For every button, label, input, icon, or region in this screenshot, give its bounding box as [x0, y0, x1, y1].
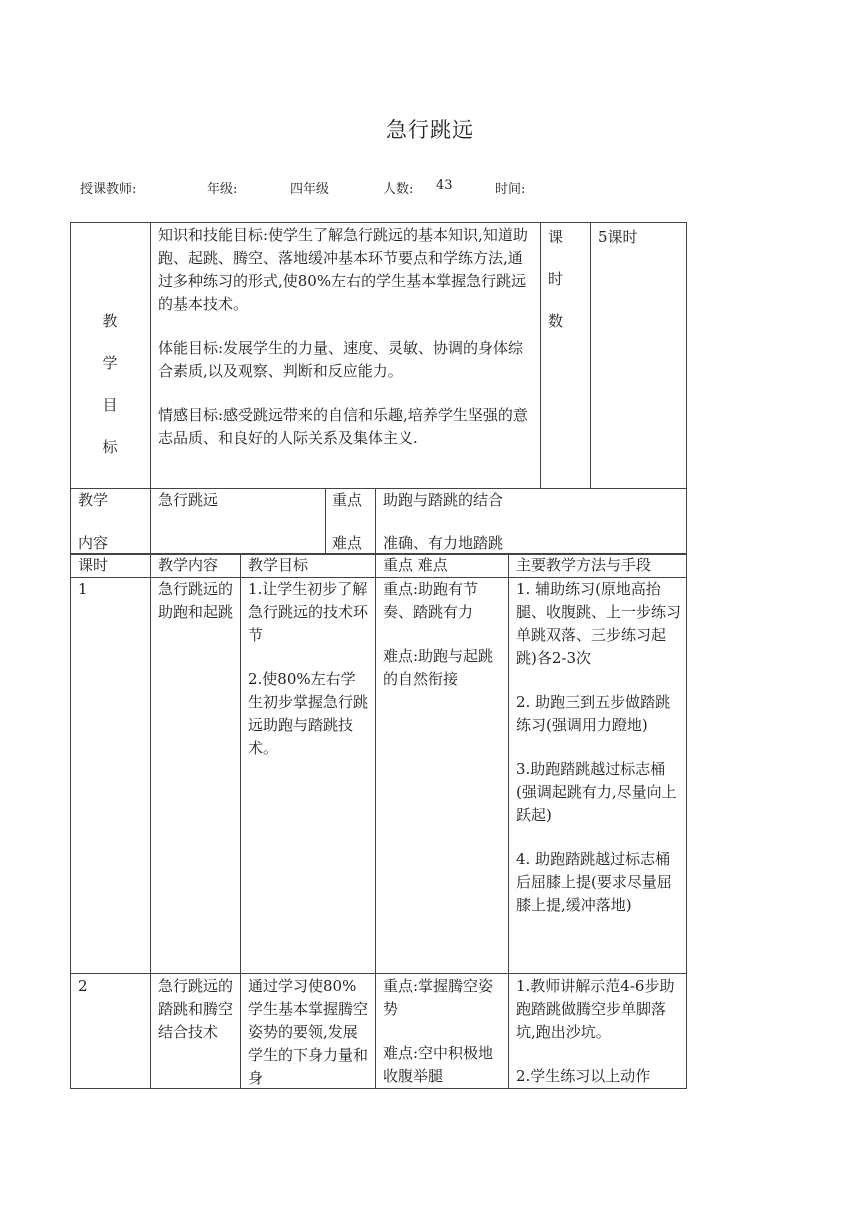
header-goal: 教学目标: [248, 556, 309, 574]
key-value: 助跑与踏跳的结合: [383, 491, 504, 509]
table-row-1-lesson: 1: [78, 580, 88, 598]
physical-objective: 体能目标:发展学生的力量、速度、灵敏、协调的身体综合素质,以及观察、判断和反应能力。: [158, 339, 524, 380]
header-key-difficulty: 重点 难点: [383, 556, 448, 574]
table-row-2-goal: 通过学习使80%学生基本掌握腾空姿势的要领,发展学生的下身力量和身: [248, 977, 369, 1087]
header-lesson: 课时: [78, 556, 109, 574]
table-row-2-content: 急行跳远的踏跳和腾空结合技术: [158, 977, 234, 1041]
count-value: 43: [436, 178, 453, 193]
difficulty-value: 准确、有力地踏跳: [383, 534, 504, 552]
header-content: 教学内容: [158, 556, 219, 574]
difficulty-label: 难点: [332, 534, 363, 552]
time-label: 时间:: [495, 182, 526, 197]
content-value: 急行跳远: [158, 491, 219, 509]
table-row-1-method: 1. 辅助练习(原地高抬腿、收腹跳、上一步练习单跳双落、三步练习起跳)各2-3次 2. 助跑三到五步做踏跳练习(强调用力蹬地) 3.助跑踏跳越过标志桶(强调起跳有力,尽量向上跃起) 4. 助跑踏跳越过标志桶后屈膝上提(要求尽量屈膝上提,缓冲落地): [516, 580, 682, 914]
grade-value: 四年级: [290, 182, 330, 197]
table-row-2-lesson: 2: [78, 977, 88, 995]
count-label: 人数:: [383, 182, 414, 197]
content-label-line1: 教学: [78, 491, 109, 509]
knowledge-objective: 知识和技能目标:使学生了解急行跳远的基本知识,知道助跑、起跳、腾空、落地缓冲基本环节要点和学练方法,通过多种练习的形式,使80%左右的学生基本掌握急行跳远的基本技术。: [158, 226, 528, 313]
table-row-1-key: 重点:助跑有节奏、踏跳有力 难点:助跑与起跳的自然衔接: [383, 580, 494, 688]
teacher-label: 授课教师:: [80, 182, 137, 197]
objectives-label: 教 学 目 标: [102, 312, 118, 456]
grade-label: 年级:: [207, 182, 238, 197]
objectives-text: [158, 224, 534, 450]
emotional-objective: 情感目标:感受跳远带来的自信和乐趣,培养学生坚强的意志品质、和良好的人际关系及集体主义.: [158, 406, 528, 447]
table-row-1-content: 急行跳远的助跑和起跳: [158, 580, 234, 621]
hours-label: 课 时 数: [548, 228, 564, 330]
key-label: 重点: [332, 491, 363, 509]
table-row-1-goal: 1.让学生初步了解急行跳远的技术环节 2.使80%左右学生初步掌握急行跳远助跑与踏跳技术。: [248, 580, 369, 757]
header-method: 主要教学方法与手段: [516, 556, 652, 574]
table-row-2-key: 重点:掌握腾空姿势 难点:空中积极地收腹举腿: [383, 977, 494, 1085]
table-row-2-method: 1.教师讲解示范4-6步助跑踏跳做腾空步单脚落坑,跑出沙坑。 2.学生练习以上动作: [516, 977, 675, 1085]
content-label-line2: 内容: [78, 534, 109, 552]
hours-value: 5课时: [598, 228, 638, 246]
page-title: 急行跳远: [386, 118, 474, 142]
